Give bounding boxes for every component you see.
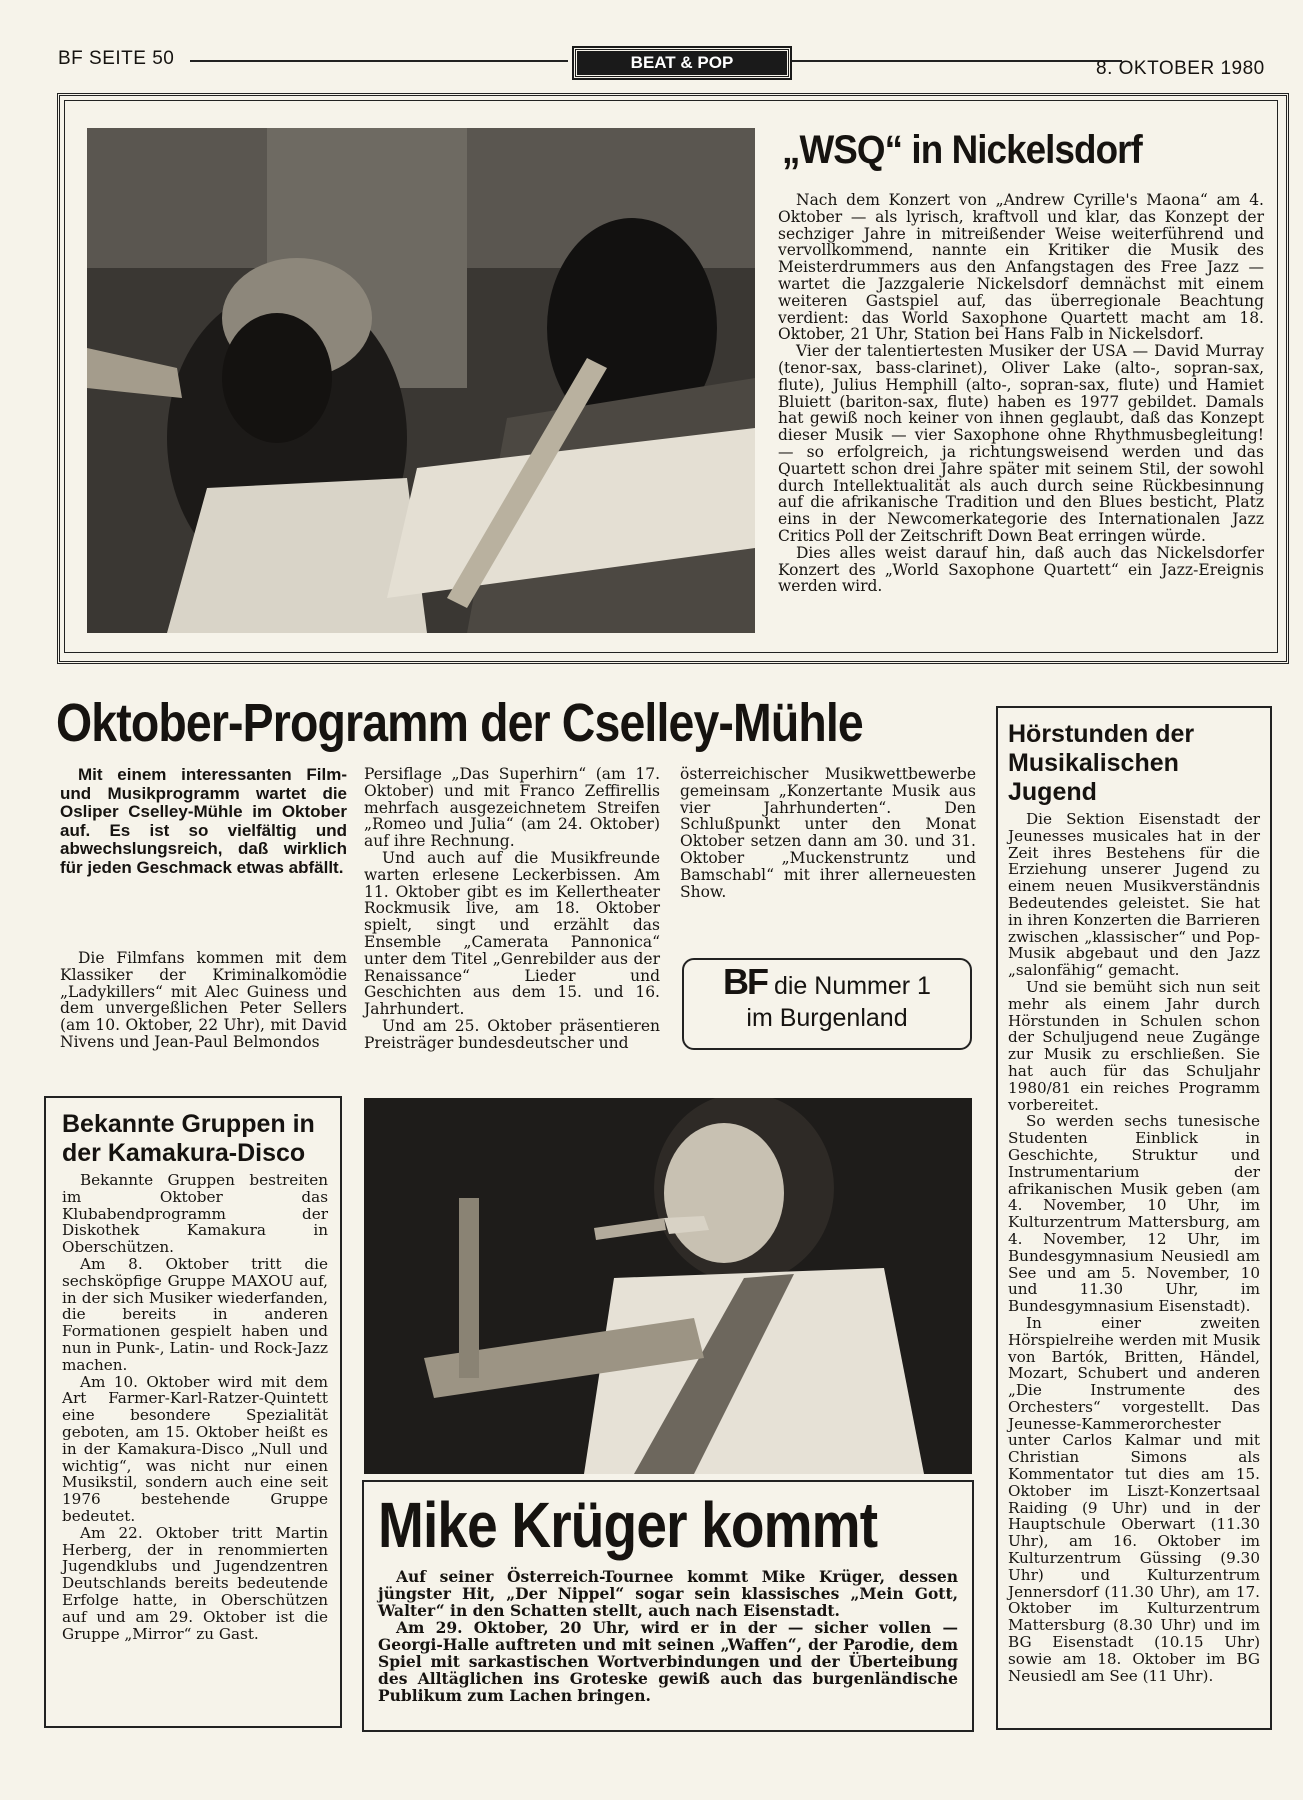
mike-krueger-photo <box>364 1098 972 1474</box>
bf-logo: BF <box>723 961 768 1002</box>
kamakura-paragraph: Am 8. Oktober tritt die sechsköpfige Gruppe MAXOU auf, in der sich Musiker wiederfanden, die bereits in anderen Formationen gespielt haben und nun in Punk-, Latin- und Rock-Jazz machen. <box>62 1254 328 1374</box>
cselley-paragraph: österreichischer Musikwettbewerbe gemeinsam „Konzertante Musik aus vier Jahrhunderten“. Den Schlußpunkt unter den Monat Oktober setzen dann am 30. und 31. Oktober „Muckenstruntz und Bamschabl“ mit ihrer allerneuesten Show. <box>680 765 976 901</box>
hoerstunden-body <box>1008 811 1260 1684</box>
wsq-paragraph: Nach dem Konzert von „Andrew Cyrille's Maona“ am 4. Oktober — als lyrisch, kraftvoll und klar, das Konzept der sechziger Jahre in mitreißender Weise weiterführend und vervollkommend, nannte ein Kritiker die Musik des Meisterdrummers aus den Anfangstagen des Free Jazz — wartet die Jazzgalerie Nickelsdorf demnächst mit einem weiteren Gastspiel auf, das überregionale Beachtung verdient: das World Saxophone Quartett macht am 18. Oktober, 21 Uhr, Station bei Hans Falb in Nickelsdorf. <box>778 191 1264 344</box>
bf-promo-line-1: die Nummer 1 <box>773 972 931 1000</box>
cselley-column-2 <box>364 766 660 1052</box>
kamakura-paragraph: Bekannte Gruppen bestreiten im Oktober das Klubabendprogramm der Diskothek Kamakura in Oberschützen. <box>62 1171 328 1257</box>
wsq-headline: „WSQ“ in Nickelsdorf <box>782 128 1142 172</box>
hoerstunden-paragraph: Die Sektion Eisenstadt der Jeunesses musicales hat in der Zeit ihres Bestehens für die Erziehung unserer Jugend zu einem neuen Musikverständnis Bedeutendes geleistet. Sie hat in ihren Konzerten die Barrieren zwischen „klassischer“ und Pop-Musik abgebaut und den Jazz „salonfähig“ gemacht. <box>1008 810 1260 980</box>
kamakura-body <box>62 1172 328 1642</box>
cselley-paragraph: Und am 25. Oktober präsentieren Preisträger bundesdeutscher und <box>364 1016 660 1052</box>
hoerstunden-box <box>996 706 1272 1730</box>
bf-promo-box <box>682 958 972 1050</box>
cselley-paragraph: Und auch auf die Musikfreunde warten erlesene Leckerbissen. Am 11. Oktober gibt es im Kellertheater Rockmusik live, am 18. Oktober spielt, singt und erzählt das Ensemble „Camerata Pannonica“ unter dem Titel „Genrebilder aus der Renaissance“ Lieder und Geschichten aus dem 15. und 16. Jahrhundert. <box>364 848 660 1019</box>
hoerstunden-paragraph: Und sie bemüht sich nun seit mehr als einem Jahr durch Hörstunden in Schulen schon der Schuljugend neue Zugänge zur Musik zu erschließen. Sie hat auch für das Schuljahr 1980/81 ein reiches Programm vorbereitet. <box>1008 977 1260 1114</box>
cselley-lead: Mit einem interessanten Film- und Musikprogramm wartet die Osliper Cselley-Mühle im Oktober auf. Es ist so vielfältig und abwechslungsreich, daß wirklich für jeden Geschmack etwas abfällt. <box>60 765 347 877</box>
cselley-column-1 <box>60 950 347 1051</box>
cselley-column-3 <box>680 766 976 900</box>
wsq-paragraph: Dies alles weist darauf hin, daß auch das Nickelsdorfer Konzert des „World Saxophone Quartett“ ein Jazz-Ereignis werden wird. <box>778 543 1264 596</box>
wsq-paragraph: Vier der talentiertesten Musiker der USA — David Murray (tenor-sax, bass-clarinet), Oliver Lake (alto-, sopran-sax, flute), Julius Hemphill (alto-, sopran-sax, flute) und Hamiet Bluiett (bariton-sax, flute) haben es 1977 gebildet. Damals hat gewiß noch keiner von ihnen geglaubt, daß das Konzept dieser Musik — vier Saxophone ohne Rhythmusbegleitung! — so erfolgreich, ja richtungsweisend werden und das Quartett schon drei Jahre später mit seinem Stil, der sowohl durch Intellektualität als auch durch seine Rückbesinnung auf die afrikanische Tradition und den Blues besticht, Platz eins in der Newcomerkategorie des Internationalen Jazz Critics Poll der Zeitschrift Down Beat erringen würde. <box>778 342 1264 545</box>
header-rule-right <box>792 60 1122 62</box>
krueger-paragraph: Auf seiner Österreich-Tournee kommt Mike Krüger, dessen jüngster Hit, „Der Nippel“ sogar sein klassisches „Mein Gott, Walter“ in den Schatten stellt, auch nach Eisenstadt. <box>378 1567 958 1620</box>
krueger-photo-illustration <box>364 1098 972 1474</box>
wsq-saxophonists-photo <box>87 128 755 633</box>
kamakura-title: Bekannte Gruppen in der Kamakura-Disco <box>62 1110 315 1167</box>
hoerstunden-paragraph: So werden sechs tunesische Studenten Einblick in Geschichte, Struktur und Instrumentarium der afrikanischen Musik geben (am 4. November, 10 Uhr, im Kulturzentrum Mattersburg, am 4. November, 12 Uhr, im Bundesgymnasium Neusiedl am See und am 5. November, 10 und 11.30 Uhr, im Bundesgymnasium Eisenstadt). <box>1008 1112 1260 1316</box>
cselley-headline: Oktober-Programm der Cselley-Mühle <box>56 693 863 753</box>
krueger-headline: Mike Krüger kommt <box>378 1489 878 1561</box>
cselley-paragraph: Persiflage „Das Superhirn“ (am 17. Oktober) und mit Franco Zeffirellis mehrfach ausgezeichnetem Streifen „Romeo und Julia“ (am 24. Oktober) auf ihre Rechnung. <box>364 765 660 851</box>
krueger-article-box <box>362 1480 974 1732</box>
page-number: BF SEITE 50 <box>58 48 175 69</box>
cselley-paragraph: Die Filmfans kommen mit dem Klassiker der Kriminalkomödie „Ladykillers“ mit Alec Guiness und dem unvergeßlichen Peter Sellers (am 10. Oktober, 22 Uhr), mit David Nivens und Jean-Paul Belmondos <box>60 949 347 1051</box>
wsq-photo-illustration <box>87 128 755 633</box>
bf-promo-line-2: im Burgenland <box>746 1004 908 1032</box>
issue-date: 8. OKTOBER 1980 <box>1096 58 1265 79</box>
krueger-body <box>378 1568 958 1704</box>
kamakura-paragraph: Am 22. Oktober tritt Martin Herberg, der in renommierten Jugendklubs und Jugendzentren Deutschlands bereits bedeutende Erfolge hatte, in Oberschützen auf und am 29. Oktober ist die Gruppe „Mirror“ zu Gast. <box>62 1523 328 1643</box>
krueger-paragraph: Am 29. Oktober, 20 Uhr, wird er in der — sicher vollen — Georgi-Halle auftreten und mit seinen „Waffen“, der Parodie, dem Spiel mit sarkastischen Wortverbindungen und der Überteibung des Alltäglichen ins Groteske gewiß auch das burgenländische Publikum zum Lachen bringen. <box>378 1618 958 1705</box>
wsq-body <box>778 192 1264 595</box>
hoerstunden-title: Hörstunden der Musikalischen Jugend <box>1008 720 1195 806</box>
hoerstunden-paragraph: In einer zweiten Hörspielreihe werden mit Musik von Bartók, Britten, Händel, Mozart, Schubert und anderen „Die Instrumente des Orchesters“ vorgestellt. Das Jeunesse-Kammerorchester unter Carlos Kalmar und mit Christian Simons als Kommentator tut dies am 15. Oktober im Liszt-Konzertsaal Raiding (9 Uhr) und in der Hauptschule Oberwart (11.30 Uhr), am 16. Oktober im Kulturzentrum Güssing (9.30 Uhr) und Kulturzentrum Jennersdorf (11.30 Uhr), am 17. Oktober im Kulturzentrum Mattersburg (8.30 Uhr) und im BG Eisenstadt (10.15 Uhr) sowie am 18. Oktober im BG Neusiedl am See (11 Uhr). <box>1008 1313 1260 1685</box>
kamakura-paragraph: Am 10. Oktober wird mit dem Art Farmer-Karl-Ratzer-Quintett eine besondere Spezialität geboten, am 15. Oktober heißt es in der Kamakura-Disco „Null und wichtig“, was nicht nur einen Musikstil, sondern auch eine seit 1976 bestehende Gruppe bedeutet. <box>62 1372 328 1525</box>
kamakura-box <box>44 1096 342 1728</box>
header-rule-left <box>190 60 568 62</box>
section-tag: BEAT & POP <box>574 48 790 78</box>
